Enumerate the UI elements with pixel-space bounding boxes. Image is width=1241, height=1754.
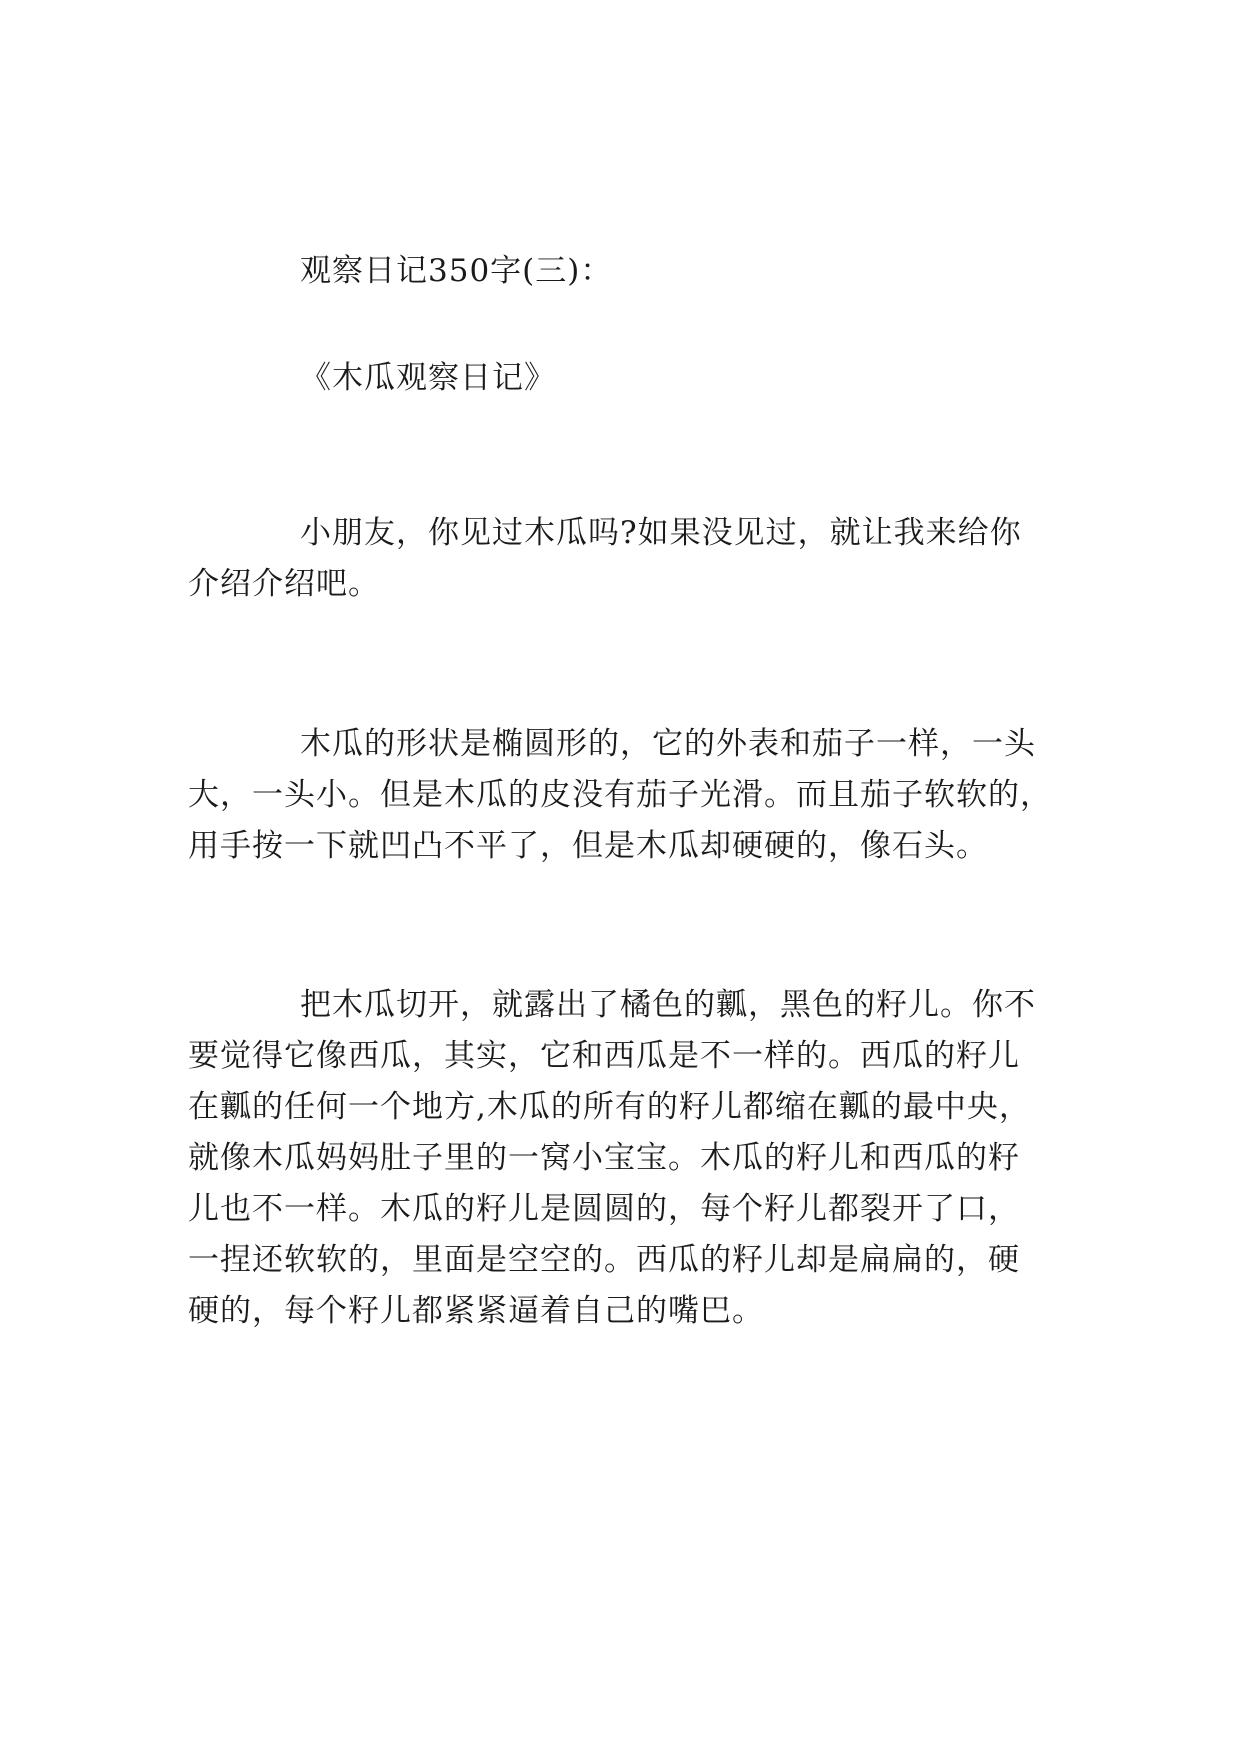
paragraph-line: 介绍介绍吧。 (188, 566, 380, 602)
paragraph-line: 大，一头小。但是木瓜的皮没有茄子光滑。而且茄子软软的， (188, 777, 1052, 813)
paragraph-line: 硬的，每个籽儿都紧紧逼着自己的嘴巴。 (188, 1293, 764, 1329)
paragraph-line: 木瓜的形状是椭圆形的，它的外表和茄子一样，一头 (300, 726, 1036, 762)
paragraph-line: 就像木瓜妈妈肚子里的一窝小宝宝。木瓜的籽儿和西瓜的籽 (188, 1140, 1020, 1176)
paragraph-line: 要觉得它像西瓜，其实，它和西瓜是不一样的。西瓜的籽儿 (188, 1038, 1020, 1074)
paragraph-line: 儿也不一样。木瓜的籽儿是圆圆的，每个籽儿都裂开了口， (188, 1191, 1020, 1227)
paragraph-line: 把木瓜切开，就露出了橘色的瓤，黑色的籽儿。你不 (300, 987, 1036, 1023)
paragraph-line: 一捏还软软的，里面是空空的。西瓜的籽儿却是扁扁的，硬 (188, 1242, 1020, 1278)
document-heading: 观察日记350字(三)： (300, 253, 613, 289)
document-title: 《木瓜观察日记》 (300, 360, 556, 396)
paragraph-line: 用手按一下就凹凸不平了，但是木瓜却硬硬的，像石头。 (188, 828, 988, 864)
paragraph-line: 小朋友，你见过木瓜吗?如果没见过，就让我来给你 (300, 515, 1022, 551)
paragraph-line: 在瓤的任何一个地方,木瓜的所有的籽儿都缩在瓤的最中央， (188, 1089, 1031, 1125)
